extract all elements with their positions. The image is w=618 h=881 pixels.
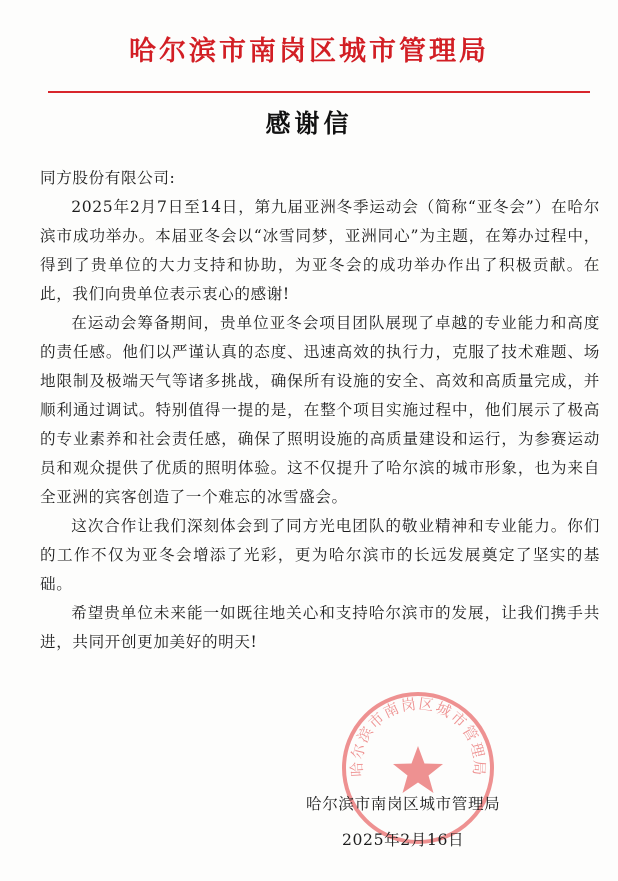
paragraph-3: 这次合作让我们深刻体会到了同方光电团队的敬业精神和专业能力。你们的工作不仅为亚冬会增添了光彩，更为哈尔滨市的长远发展奠定了坚实的基础。 xyxy=(40,517,600,593)
paragraph-2: 在运动会筹备期间，贵单位亚冬会项目团队展现了卓越的专业能力和高度的责任感。他们以严谨认真的态度、迅速高效的执行力，克服了技术难题、场地限制及极端天气等诸多挑战，确保所有设施的安全、高效和高质量完成，并顺利通过调试。特别值得一提的是，在整个项目实施过程中，他们展示了极高的专业素养和社会责任感，确保了照明设施的高质量建设和运行，为参赛运动员和观众提供了优质的照明体验。这不仅提升了哈尔滨的城市形象，也为来自全亚洲的宾客创造了一个难忘的冰雪盛会。 xyxy=(40,314,600,506)
letter-title: 感谢信 xyxy=(265,109,353,138)
letter-body xyxy=(40,164,600,657)
letterhead-divider xyxy=(48,91,590,93)
paragraph-4: 希望贵单位未来能一如既往地关心和支持哈尔滨市的发展，让我们携手共进，共同开创更加美好的明天! xyxy=(40,604,600,651)
letterhead-org-name: 哈尔滨市南岗区城市管理局 xyxy=(129,36,489,67)
salutation: 同方股份有限公司: xyxy=(40,169,176,187)
signature-date: 2025年2月16日 xyxy=(342,831,465,849)
signature-org: 哈尔滨市南岗区城市管理局 xyxy=(306,795,501,813)
svg-text:哈尔滨市南岗区城市管理局 xyxy=(348,695,489,778)
paragraph-1: 2025年2月7日至14日，第九届亚洲冬季运动会（简称“亚冬会”）在哈尔滨市成功举办。本届亚冬会以“冰雪同梦，亚洲同心”为主题，在筹办过程中，得到了贵单位的大力支持和协助，为亚冬会的成功举办作出了积极贡献。在此，我们向贵单位表示衷心的感谢! xyxy=(40,198,600,303)
seal-text: 哈尔滨市南岗区城市管理局 xyxy=(347,694,489,778)
